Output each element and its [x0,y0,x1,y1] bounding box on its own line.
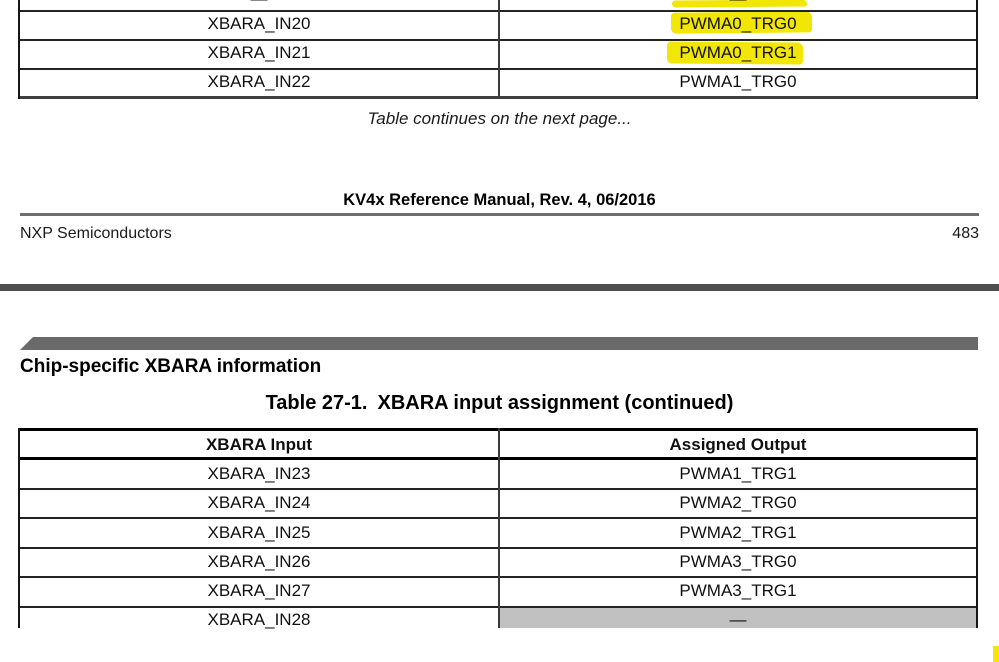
assigned-output-cell: PWMA3_TRG1 [679,581,797,600]
table-grid-line [18,0,20,99]
table-grid-line [18,428,20,628]
manual-title: KV4x Reference Manual, Rev. 4, 06/2016 [343,191,656,209]
publisher-name: NXP Semiconductors [20,225,172,242]
xbara-input-cell: XBARA_IN22 [207,72,311,91]
page-separator-bar [0,284,999,291]
assigned-output-cell: PWMA0_TRG0 [679,14,797,33]
xbara-input-cell: XBARA_IN25 [207,523,311,542]
page-number: 483 [952,225,979,242]
xbara-input-cell: XBARA_IN26 [207,552,311,571]
xbara-input-cell: XBARA_IN23 [207,464,311,483]
column-header-output: Assigned Output [669,435,807,454]
footer-rule [20,213,979,216]
table-grid-line [976,428,978,628]
assigned-output-cell [500,0,976,8]
xbara-table-top-fragment [18,0,978,99]
section-heading: Chip-specific XBARA information [20,356,322,377]
assigned-output-cell: PWMA1_TRG1 [679,464,797,483]
assigned-output-cell: — [729,610,747,629]
table-bottom-border [18,96,978,99]
table-caption [0,392,999,414]
xbara-table-continued [18,428,978,628]
xbara-input-cell [20,0,498,8]
assigned-output-cell: PWMA0_TRG1 [679,43,797,62]
chapter-header-bar [20,337,978,350]
xbara-input-cell: XBARA_IN27 [207,581,311,600]
xbara-input-cell: XBARA_IN21 [207,43,311,62]
assigned-output-cell: PWMA1_TRG0 [679,72,797,91]
table-continue-note: Table continues on the next page... [367,109,632,128]
table-caption-label: Table 27-1. [265,392,368,414]
xbara-input-cell: XBARA_IN20 [207,14,311,33]
assigned-output-cell: PWMA2_TRG1 [679,523,797,542]
assigned-output-cell: PWMA3_TRG0 [679,552,797,571]
column-header-input: XBARA Input [205,435,313,454]
assigned-output-cell: PWMA2_TRG0 [679,493,797,512]
xbara-input-cell: XBARA_IN28 [207,610,311,629]
table-grid-line [976,0,978,99]
table-grid-line [498,428,500,628]
table-grid-line [498,0,500,96]
table-caption-title: XBARA input assignment (continued) [377,392,734,414]
xbara-input-cell: XBARA_IN24 [207,493,311,512]
highlight-marker-fragment[interactable] [993,646,999,662]
